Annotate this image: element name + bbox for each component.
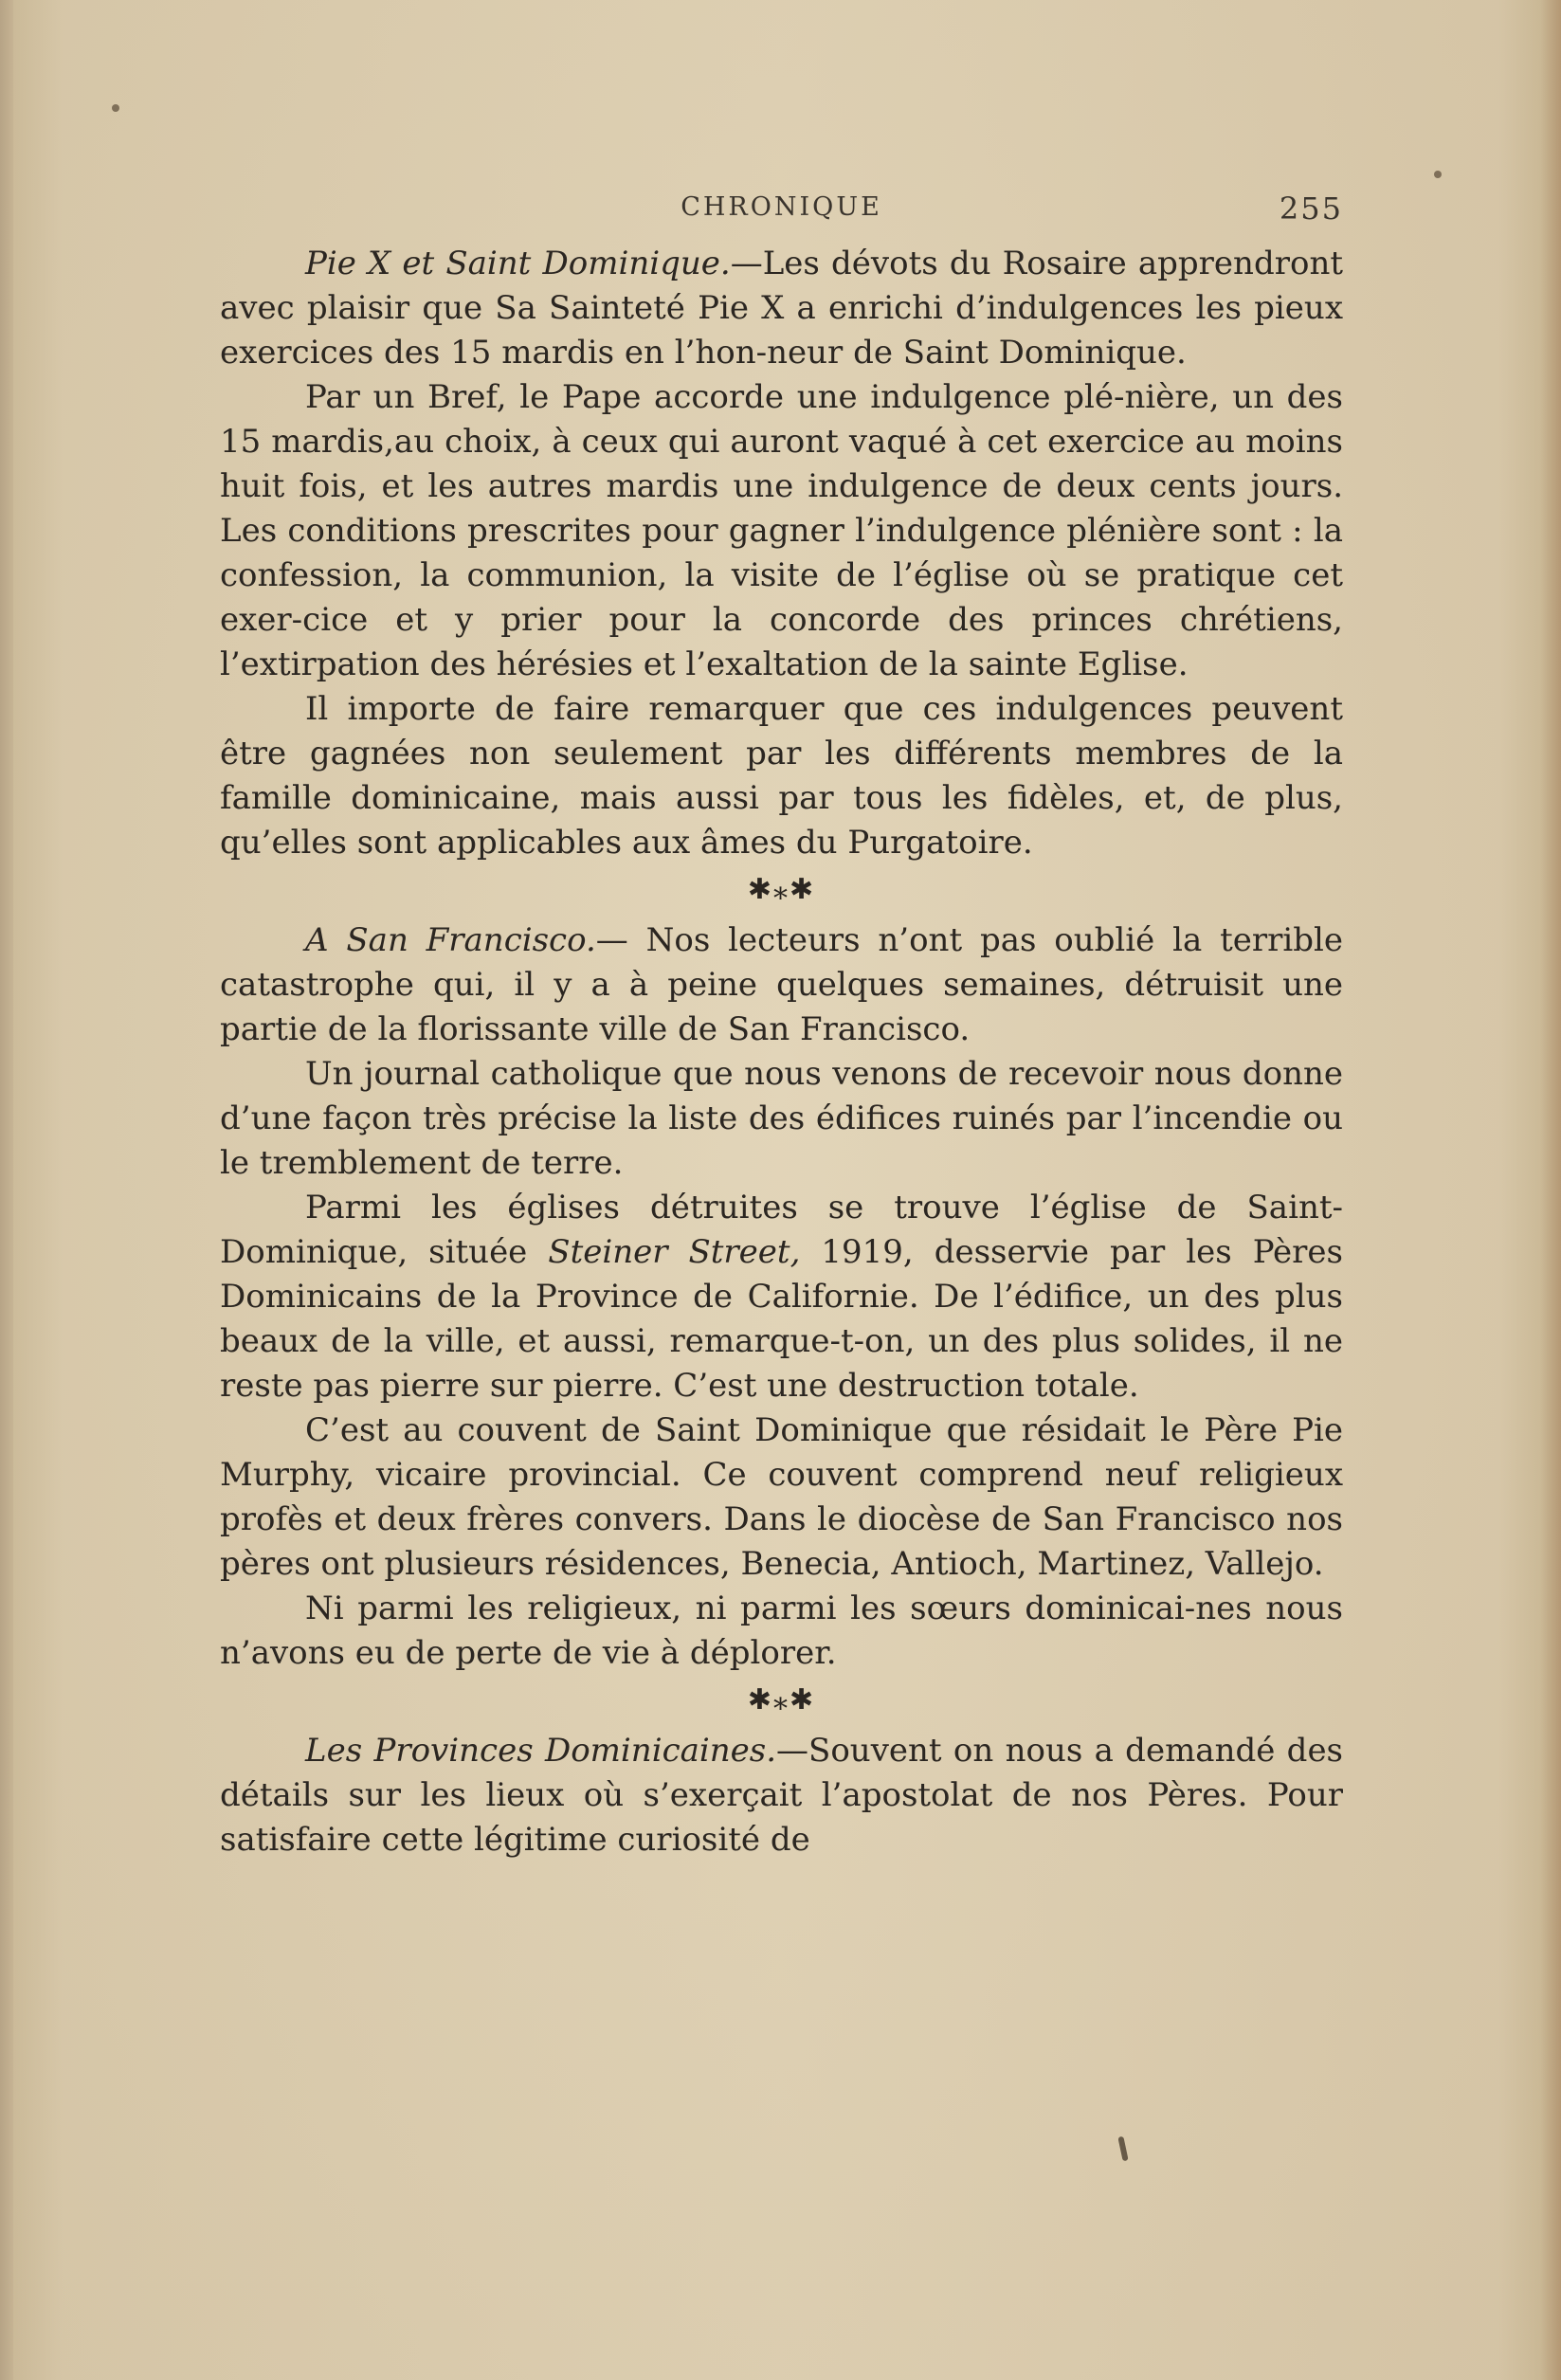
paragraph-eglises [220,1186,1343,1408]
paragraph-couvent: C’est au couvent de Saint Dominique que résidait le Père Pie Murphy, vicaire provincial. Ce couvent comprend neuf religieux profès et deux frères convers. Dans le diocèse de San Francisco nos pères ont plusieurs résidences, Benecia, Antioch, Martinez, Vallejo. [220,1411,1343,1583]
paragraph-bref: Par un Bref, le Pape accorde une indulgence plé-nière, un des 15 mardis,au choix, à ceux qui auront vaqué à cet exercice au moins huit fois, et les autres mardis une indulgence de deux cents jours. Les conditions prescrites pour gagner l’indulgence plénière sont : la confession, la communion, la visite de l’église où se pratique cet exer-cice et y prier pour la concorde des princes chrétiens, l’extirpation des hérésies et l’exaltation de la sainte Eglise. [220,378,1343,683]
paragraph-pie-x-intro [220,242,1343,375]
section-heading-pie-x: Pie X et Saint Dominique. [305,245,731,282]
ink-smudge [1117,2136,1128,2162]
paragraph-indulgences: Il importe de faire remarquer que ces indulgences peuvent être gagnées non seulement par les différents membres de la famille dominicaine, mais aussi par tous les fidèles, et, de plus, qu’elles sont applicables aux âmes du Purgatoire. [220,690,1343,862]
paragraph-san-francisco-intro [220,918,1343,1052]
paragraph-text: 1919, desservie par les Pères Dominicains de la Province de Californie. De l’édifice, un des plus beaux de la ville, et aussi, remarque-t-on, un des plus solides, il ne reste pas pierre sur pierre. C’est une destruction totale. [220,1233,1343,1405]
ink-speck [1434,171,1442,178]
ink-speck [112,104,119,112]
paragraph-text: — Nos lecteurs n’ont pas oublié la terrible catastrophe qui, il y a à peine quelques semaines, détruisit une partie de la florissante ville de San Francisco. [220,921,1343,1048]
page-text-block [220,185,1343,1862]
section-heading-san-francisco: A San Francisco. [305,921,596,959]
page-edge-stain [1540,0,1561,2380]
page-number: 255 [1279,191,1343,227]
street-name: Steiner Street, [548,1233,801,1271]
paragraph-text: —Souvent on nous a demandé des détails sur les lieux où s’exerçait l’apostolat de nos Pères. Pour satisfaire cette légitime curiosité de [220,1732,1344,1859]
paragraph-journal: Un journal catholique que nous venons de recevoir nous donne d’une façon très précise la liste des édifices ruinés par l’incendie ou le tremblement de terre. [220,1055,1343,1182]
page-binding-shadow [0,0,13,2380]
asterism-separator: ✱⁎✱ [747,1683,816,1717]
paragraph-text: —Les dévots du Rosaire apprendront avec plaisir que Sa Sainteté Pie X a enrichi d’indulgences les pieux exercices des 15 mardis en l’hon-neur de Saint Dominique. [220,245,1344,372]
running-header [220,185,1343,238]
section-heading-provinces: Les Provinces Dominicaines. [305,1732,777,1770]
paragraph-provinces-intro [220,1729,1343,1862]
running-title: CHRONIQUE [681,192,882,222]
paragraph-text: Parmi les églises détruites se trouve l’église de Saint-Dominique, située [220,1189,1343,1271]
paragraph-religieux: Ni parmi les religieux, ni parmi les sœurs dominicai-nes nous n’avons eu de perte de vie à déplorer. [220,1590,1343,1672]
asterism-separator: ✱⁎✱ [747,873,816,906]
